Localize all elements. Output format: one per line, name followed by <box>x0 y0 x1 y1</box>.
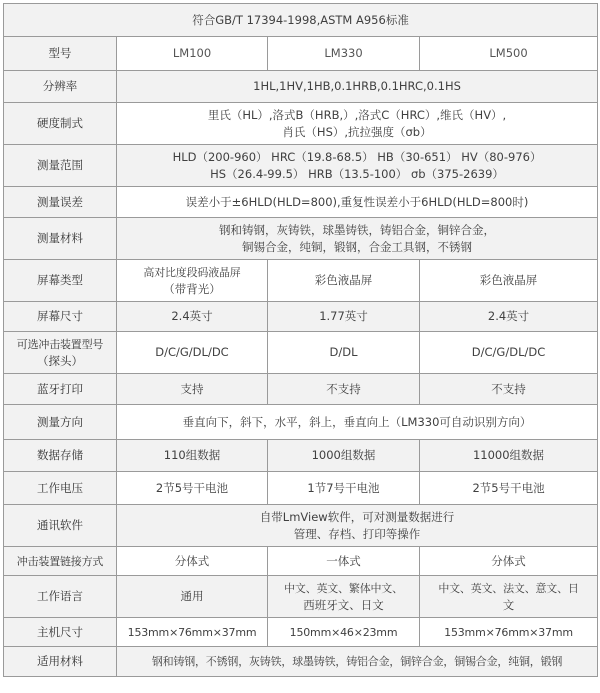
storage-lm500: 11000组数据 <box>420 440 598 472</box>
language-lm500-line-1: 中文、英文、法文、意文、日 <box>438 581 579 595</box>
language-lm500-line-2: 文 <box>502 597 515 612</box>
connection-lm330: 一体式 <box>268 547 420 576</box>
row-label-connection: 冲击装置链接方式 <box>4 547 117 576</box>
connection-lm100: 分体式 <box>117 547 268 576</box>
hardness-line-1: 里氏（HL）,洛式B（HRB,）,洛式C（HRC）,维氏（HV）, <box>207 107 507 122</box>
row-label-language: 工作语言 <box>4 576 117 618</box>
screen-type-lm100 <box>117 260 268 302</box>
screen-type-lm100-line-1: 高对比度段码液晶屏 <box>143 265 241 279</box>
software-line-2: 管理、存档、打印等操作 <box>293 526 421 541</box>
model-lm100: LM100 <box>117 37 268 71</box>
probe-lm500: D/C/G/DL/DC <box>420 332 598 374</box>
row-label-range: 测量范围 <box>4 145 117 187</box>
software-line-1: 自带LmView软件，可对测量数据进行 <box>259 509 455 524</box>
row-label-bluetooth: 蓝牙打印 <box>4 374 117 405</box>
row-label-screen-type: 屏幕类型 <box>4 260 117 302</box>
bluetooth-lm500: 不支持 <box>420 374 598 405</box>
probe-label-line-1: 可选冲击装置型号 <box>16 337 104 351</box>
row-label-size: 主机尺寸 <box>4 618 117 647</box>
row-label-storage: 数据存储 <box>4 440 117 472</box>
language-lm330-line-1: 中文、英文、繁体中文、 <box>284 581 403 595</box>
voltage-lm330: 1节7号干电池 <box>268 472 420 505</box>
voltage-lm500: 2节5号干电池 <box>420 472 598 505</box>
row-label-screen-size: 屏幕尺寸 <box>4 302 117 332</box>
screen-type-lm500: 彩色液晶屏 <box>420 260 598 302</box>
storage-lm330: 1000组数据 <box>268 440 420 472</box>
row-label-model: 型号 <box>4 37 117 71</box>
storage-lm100: 110组数据 <box>117 440 268 472</box>
language-lm100: 通用 <box>117 576 268 618</box>
language-lm500 <box>420 576 598 618</box>
hardness-value <box>117 103 598 145</box>
range-line-1: HLD（200-960） HRC（19.8-68.5） HB（30-651） HV（80-976） <box>172 149 542 164</box>
screen-type-lm330: 彩色液晶屏 <box>268 260 420 302</box>
row-label-resolution: 分辨率 <box>4 71 117 103</box>
model-lm500: LM500 <box>420 37 598 71</box>
row-label-direction: 测量方向 <box>4 405 117 440</box>
spec-table <box>3 3 598 677</box>
range-value <box>117 145 598 187</box>
screen-size-lm100: 2.4英寸 <box>117 302 268 332</box>
row-label-hardness: 硬度制式 <box>4 103 117 145</box>
language-lm330-line-2: 西班牙文、日文 <box>303 597 384 612</box>
voltage-lm100: 2节5号干电池 <box>117 472 268 505</box>
probe-lm100: D/C/G/DL/DC <box>117 332 268 374</box>
range-line-2: HS（26.4-99.5） HRB（13.5-100） σb（375-2639） <box>210 166 504 181</box>
screen-size-lm330: 1.77英寸 <box>268 302 420 332</box>
probe-lm330: D/DL <box>268 332 420 374</box>
materials-line-2: 铜锡合金，纯铜，锻钢，合金工具钢，不锈钢 <box>242 239 473 254</box>
materials-value <box>117 218 598 260</box>
software-value <box>117 505 598 547</box>
row-label-materials: 测量材料 <box>4 218 117 260</box>
bluetooth-lm100: 支持 <box>117 374 268 405</box>
row-label-voltage: 工作电压 <box>4 472 117 505</box>
error-value: 误差小于±6HLD(HLD=800),重复性误差小于6HLD(HLD=800时) <box>117 187 598 218</box>
materials-line-1: 钢和铸钢，灰铸铁，球墨铸铁，铸铝合金，铜锌合金， <box>219 222 496 237</box>
size-lm100: 153mm×76mm×37mm <box>117 618 268 647</box>
probe-label-line-2: （探头） <box>37 353 83 368</box>
resolution-value: 1HL,1HV,1HB,0.1HRB,0.1HRC,0.1HS <box>117 71 598 103</box>
table-title: 符合GB/T 17394-1998,ASTM A956标准 <box>4 4 598 37</box>
row-label-software: 通讯软件 <box>4 505 117 547</box>
direction-value: 垂直向下，斜下，水平，斜上，垂直向上（LM330可自动识别方向） <box>117 405 598 440</box>
connection-lm500: 分体式 <box>420 547 598 576</box>
applicable-value: 钢和铸钢，不锈钢，灰铸铁，球墨铸铁，铸铝合金，铜锌合金，铜锡合金，纯铜，锻钢 <box>117 647 598 677</box>
hardness-line-2: 肖氏（HS）,抗拉强度（σb） <box>282 124 432 139</box>
screen-size-lm500: 2.4英寸 <box>420 302 598 332</box>
model-lm330: LM330 <box>268 37 420 71</box>
screen-type-lm100-line-2: （带背光） <box>163 281 221 296</box>
size-lm500: 153mm×76mm×37mm <box>420 618 598 647</box>
language-lm330 <box>268 576 420 618</box>
bluetooth-lm330: 不支持 <box>268 374 420 405</box>
row-label-applicable: 适用材料 <box>4 647 117 677</box>
size-lm330: 150mm×46×23mm <box>268 618 420 647</box>
row-label-probe <box>4 332 117 374</box>
row-label-error: 测量误差 <box>4 187 117 218</box>
